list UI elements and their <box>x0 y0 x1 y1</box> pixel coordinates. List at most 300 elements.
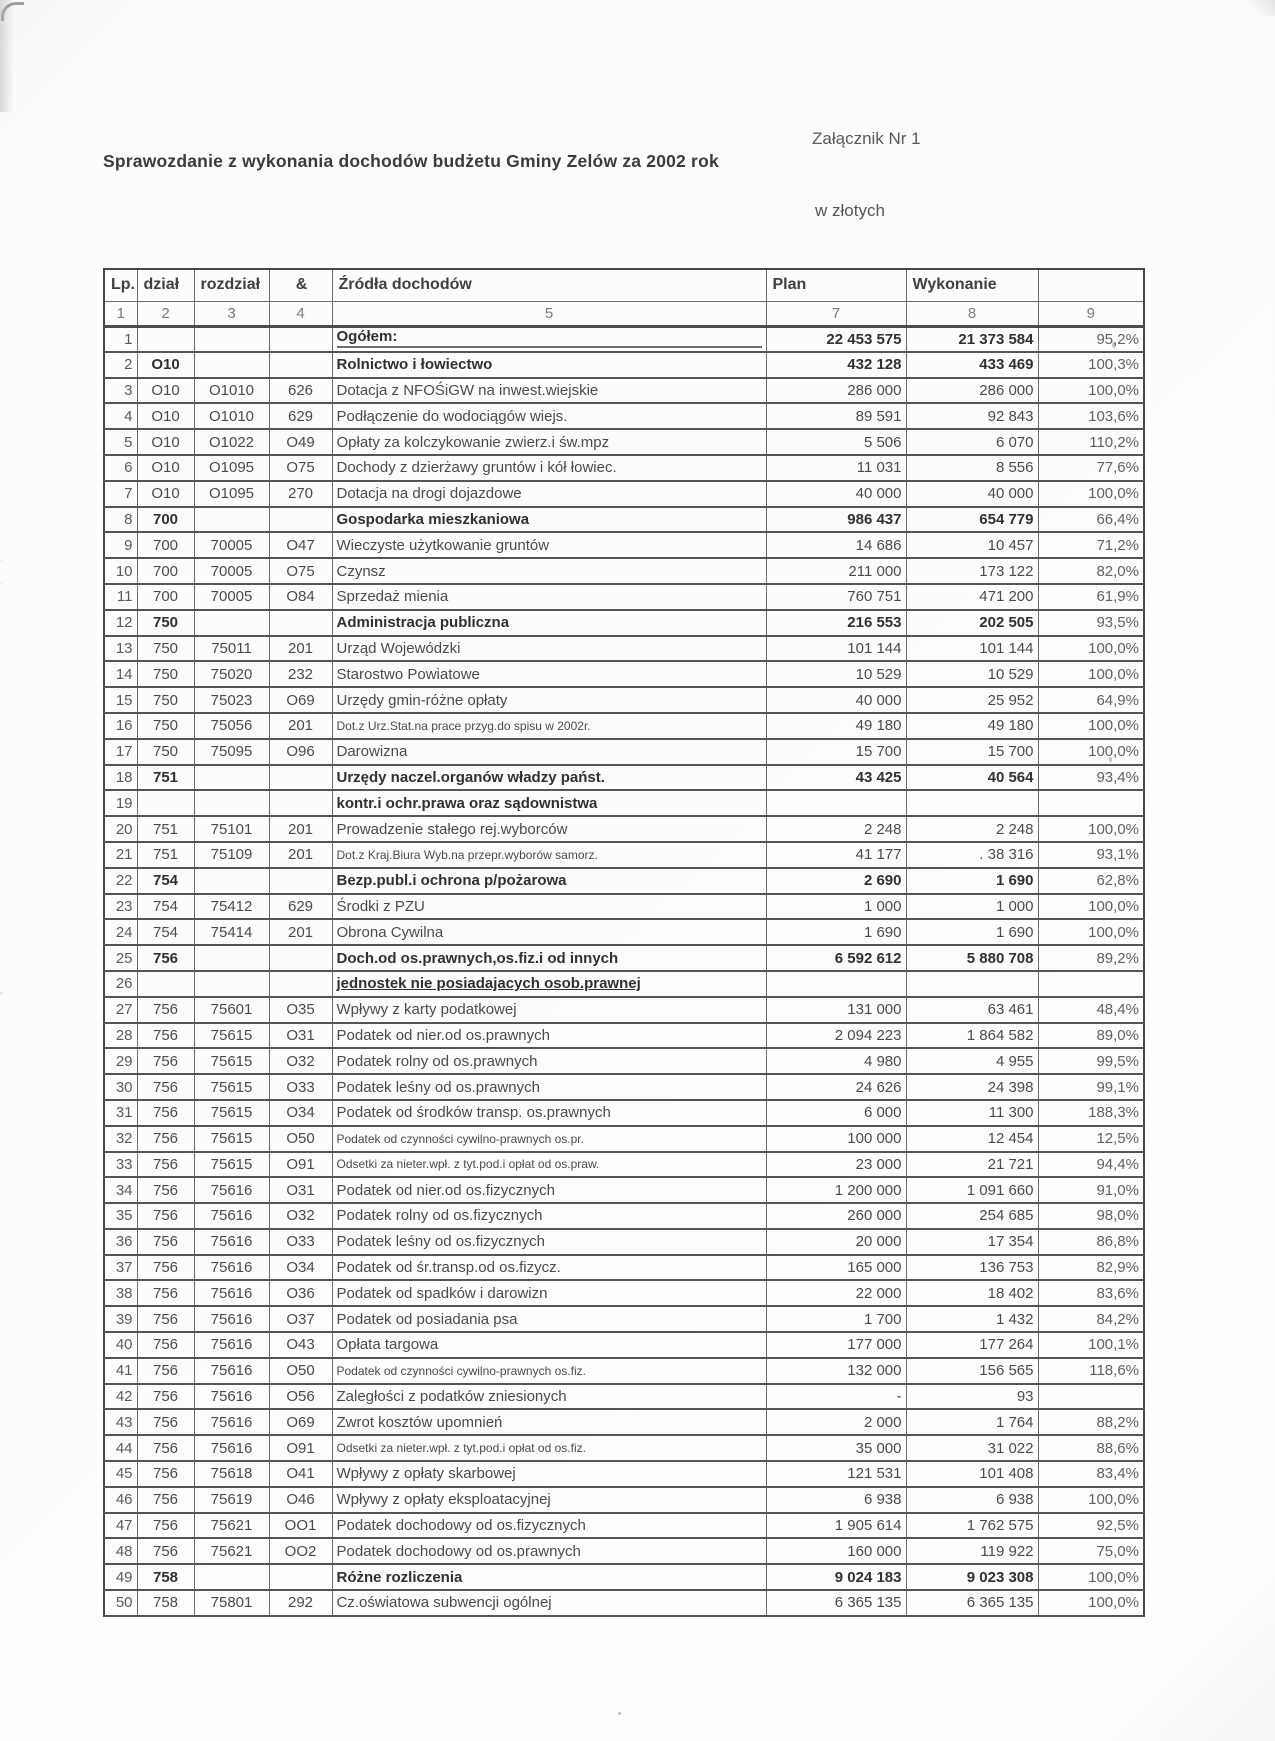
cell-paragraf: O33 <box>269 1229 332 1255</box>
source-text: Wpływy z opłaty skarbowej <box>336 1465 516 1483</box>
cell-source <box>332 842 766 868</box>
cell-rozdzial: 75601 <box>194 997 269 1023</box>
cell-source <box>332 481 766 507</box>
table-row <box>104 455 1144 481</box>
cell-plan: 4 980 <box>766 1048 906 1074</box>
table-row <box>104 1358 1144 1384</box>
cell-paragraf: 201 <box>269 713 332 739</box>
cell-wykonanie: 5 880 708 <box>906 945 1038 971</box>
cell-plan: 1 690 <box>766 919 906 945</box>
cell-source <box>332 894 766 920</box>
cell-source <box>332 507 766 533</box>
table-row <box>104 610 1144 636</box>
cell-rozdzial: 75616 <box>194 1384 269 1410</box>
cell-dzial <box>137 326 194 352</box>
table-row <box>104 1074 1144 1100</box>
cell-lp: 11 <box>104 584 137 610</box>
cell-lp: 3 <box>104 378 137 404</box>
cell-percent: 77,6% <box>1038 455 1144 481</box>
source-text: Podatek od czynności cywilno-prawnych os.fiz. <box>336 1363 586 1378</box>
cell-percent <box>1038 1384 1144 1410</box>
table-row <box>104 1564 1144 1590</box>
cell-source <box>332 1538 766 1564</box>
scan-artifact <box>1241 0 1275 16</box>
source-text: Podatek od czynności cywilno-prawnych os.pr. <box>336 1131 584 1146</box>
source-text: Podatek leśny od os.prawnych <box>336 1078 540 1096</box>
cell-wykonanie: 286 000 <box>906 378 1038 404</box>
cell-plan: 1 905 614 <box>766 1513 906 1539</box>
cell-paragraf: O35 <box>269 997 332 1023</box>
cell-rozdzial <box>194 1564 269 1590</box>
cell-source <box>332 1564 766 1590</box>
cell-wykonanie: 1 432 <box>906 1306 1038 1332</box>
cell-lp: 48 <box>104 1538 137 1564</box>
cell-rozdzial: 75621 <box>194 1538 269 1564</box>
cell-lp: 10 <box>104 558 137 584</box>
cell-dzial: 751 <box>137 765 194 791</box>
cell-dzial: 756 <box>137 1384 194 1410</box>
cell-paragraf: OO1 <box>269 1513 332 1539</box>
cell-percent: 88,6% <box>1038 1435 1144 1461</box>
cell-wykonanie: 10 457 <box>906 532 1038 558</box>
cell-dzial: 756 <box>137 1048 194 1074</box>
table-row <box>104 1461 1144 1487</box>
cell-source <box>332 1126 766 1152</box>
cell-wykonanie: 1 762 575 <box>906 1513 1038 1539</box>
cell-plan: 41 177 <box>766 842 906 868</box>
cell-rozdzial: 75615 <box>194 1074 269 1100</box>
cell-rozdzial <box>194 971 269 997</box>
source-text: Wpływy z karty podatkowej <box>336 1001 517 1019</box>
cell-percent: 48,4% <box>1038 997 1144 1023</box>
cell-percent: 100,1% <box>1038 1332 1144 1358</box>
cell-paragraf <box>269 971 332 997</box>
cell-percent: 86,8% <box>1038 1229 1144 1255</box>
source-text: Wieczyste użytkowanie gruntów <box>336 536 550 554</box>
column-header: Plan <box>766 269 906 301</box>
cell-dzial: 756 <box>137 1358 194 1384</box>
cell-paragraf: O41 <box>269 1461 332 1487</box>
cell-paragraf <box>269 326 332 352</box>
cell-rozdzial: 75616 <box>194 1358 269 1384</box>
table-row <box>104 919 1144 945</box>
cell-paragraf <box>269 610 332 636</box>
cell-source <box>332 1074 766 1100</box>
cell-percent: 93,4% <box>1038 765 1144 791</box>
cell-plan <box>766 971 906 997</box>
cell-wykonanie: 2 248 <box>906 816 1038 842</box>
cell-plan: 24 626 <box>766 1074 906 1100</box>
cell-wykonanie: 6 365 135 <box>906 1590 1038 1616</box>
cell-rozdzial: 75616 <box>194 1306 269 1332</box>
cell-lp: 29 <box>104 1048 137 1074</box>
cell-rozdzial: 75020 <box>194 661 269 687</box>
cell-paragraf: 201 <box>269 636 332 662</box>
cell-rozdzial: 75616 <box>194 1255 269 1281</box>
cell-dzial: 756 <box>137 1280 194 1306</box>
table-row <box>104 997 1144 1023</box>
cell-source <box>332 868 766 894</box>
source-text: Zwrot kosztów upomnień <box>336 1413 503 1431</box>
cell-dzial: 756 <box>137 1100 194 1126</box>
cell-wykonanie: 119 922 <box>906 1538 1038 1564</box>
cell-rozdzial <box>194 868 269 894</box>
cell-percent <box>1038 790 1144 816</box>
cell-source <box>332 739 766 765</box>
cell-percent: 100,0% <box>1038 713 1144 739</box>
source-text: Urzędy naczel.organów władzy państ. <box>336 768 605 786</box>
cell-dzial: 756 <box>137 997 194 1023</box>
cell-dzial: 756 <box>137 1074 194 1100</box>
cell-dzial: 700 <box>137 507 194 533</box>
table-row <box>104 378 1144 404</box>
cell-rozdzial: O1010 <box>194 378 269 404</box>
document-title: Sprawozdanie z wykonania dochodów budżetu Gminy Zelów za 2002 rok <box>103 151 719 171</box>
scan-artifact <box>0 991 15 1017</box>
source-text: Ogółem: <box>337 328 762 348</box>
cell-percent: 100,0% <box>1038 1487 1144 1513</box>
cell-lp: 1 <box>104 326 137 352</box>
source-text: Różne rozliczenia <box>336 1568 463 1586</box>
cell-percent: 71,2% <box>1038 532 1144 558</box>
column-number: 5 <box>332 301 766 326</box>
table-row <box>104 1332 1144 1358</box>
cell-plan: 6 938 <box>766 1487 906 1513</box>
cell-paragraf: O31 <box>269 1023 332 1049</box>
cell-percent: 100,3% <box>1038 352 1144 378</box>
cell-paragraf: 629 <box>269 894 332 920</box>
cell-paragraf: 626 <box>269 378 332 404</box>
cell-plan: 9 024 183 <box>766 1564 906 1590</box>
source-text: Dot.z Urz.Stat.na prace przyg.do spisu w 2002r. <box>336 718 591 733</box>
source-text: Podłączenie do wodociągów wiejs. <box>336 407 568 425</box>
cell-percent: 110,2% <box>1038 429 1144 455</box>
source-text: Wpływy z opłaty eksploatacyjnej <box>336 1491 551 1509</box>
cell-wykonanie: 156 565 <box>906 1358 1038 1384</box>
table-row <box>104 429 1144 455</box>
cell-paragraf <box>269 765 332 791</box>
cell-source <box>332 532 766 558</box>
cell-percent: 99,5% <box>1038 1048 1144 1074</box>
column-header: & <box>269 269 332 301</box>
cell-rozdzial: 75101 <box>194 816 269 842</box>
cell-paragraf: O32 <box>269 1048 332 1074</box>
attachment-note: Załącznik Nr 1 <box>812 129 921 148</box>
cell-wykonanie: 6 938 <box>906 1487 1038 1513</box>
cell-percent: 89,0% <box>1038 1023 1144 1049</box>
cell-source <box>332 584 766 610</box>
cell-plan: 5 506 <box>766 429 906 455</box>
source-text: Czynsz <box>336 562 386 580</box>
table-row <box>104 507 1144 533</box>
cell-lp: 5 <box>104 429 137 455</box>
cell-wykonanie <box>906 971 1038 997</box>
cell-dzial: 756 <box>137 1177 194 1203</box>
cell-percent: 83,6% <box>1038 1280 1144 1306</box>
cell-dzial: 750 <box>137 610 194 636</box>
cell-plan: 14 686 <box>766 532 906 558</box>
cell-dzial: 756 <box>137 1126 194 1152</box>
cell-lp: 50 <box>104 1590 137 1616</box>
cell-plan: 40 000 <box>766 687 906 713</box>
cell-percent: 64,9% <box>1038 687 1144 713</box>
cell-source <box>332 1435 766 1461</box>
cell-source <box>332 1487 766 1513</box>
cell-percent: 89,2% <box>1038 945 1144 971</box>
cell-lp: 14 <box>104 661 137 687</box>
table-row <box>104 816 1144 842</box>
cell-wykonanie: . 38 316 <box>906 842 1038 868</box>
cell-lp: 23 <box>104 894 137 920</box>
source-text: Cz.oświatowa subwencji ogólnej <box>336 1594 552 1612</box>
cell-plan: 2 094 223 <box>766 1023 906 1049</box>
cell-source <box>332 1358 766 1384</box>
source-text: Dotacja z NFOŚiGW na inwest.wiejskie <box>336 381 599 399</box>
table-row <box>104 1152 1144 1178</box>
cell-paragraf: 629 <box>269 403 332 429</box>
cell-lp: 31 <box>104 1100 137 1126</box>
cell-paragraf: 292 <box>269 1590 332 1616</box>
table-row <box>104 1280 1144 1306</box>
cell-plan: 49 180 <box>766 713 906 739</box>
cell-wykonanie: 40 564 <box>906 765 1038 791</box>
cell-rozdzial <box>194 507 269 533</box>
cell-lp: 41 <box>104 1358 137 1384</box>
source-text: Podatek rolny od os.fizycznych <box>336 1207 543 1225</box>
cell-wykonanie: 21 721 <box>906 1152 1038 1178</box>
cell-rozdzial: 75619 <box>194 1487 269 1513</box>
source-text: Rolnictwo i łowiectwo <box>336 356 493 374</box>
cell-wykonanie <box>906 790 1038 816</box>
cell-paragraf: O96 <box>269 739 332 765</box>
source-text: Obrona Cywilna <box>336 923 444 941</box>
cell-paragraf <box>269 868 332 894</box>
cell-wykonanie: 433 469 <box>906 352 1038 378</box>
source-text: Sprzedaż mienia <box>336 588 449 606</box>
source-text: Podatek leśny od os.fizycznych <box>336 1233 545 1251</box>
column-number: 4 <box>269 301 332 326</box>
cell-rozdzial: 75616 <box>194 1203 269 1229</box>
cell-source <box>332 945 766 971</box>
cell-source <box>332 558 766 584</box>
cell-plan: 40 000 <box>766 481 906 507</box>
table-row <box>104 713 1144 739</box>
cell-rozdzial: 75615 <box>194 1100 269 1126</box>
cell-rozdzial: 75616 <box>194 1435 269 1461</box>
cell-paragraf: 270 <box>269 481 332 507</box>
cell-source <box>332 790 766 816</box>
cell-wykonanie: 8 556 <box>906 455 1038 481</box>
cell-source <box>332 1280 766 1306</box>
cell-percent: 100,0% <box>1038 739 1144 765</box>
cell-wykonanie: 92 843 <box>906 403 1038 429</box>
cell-dzial: 750 <box>137 739 194 765</box>
cell-percent: 84,2% <box>1038 1306 1144 1332</box>
cell-source <box>332 713 766 739</box>
table-row <box>104 352 1144 378</box>
cell-plan: - <box>766 1384 906 1410</box>
cell-dzial: O10 <box>137 481 194 507</box>
cell-rozdzial: 70005 <box>194 584 269 610</box>
table-row <box>104 481 1144 507</box>
cell-wykonanie: 25 952 <box>906 687 1038 713</box>
table-row <box>104 894 1144 920</box>
cell-plan: 22 000 <box>766 1280 906 1306</box>
cell-dzial: 756 <box>137 1513 194 1539</box>
cell-rozdzial: 75616 <box>194 1229 269 1255</box>
cell-paragraf: O34 <box>269 1255 332 1281</box>
cell-paragraf: O91 <box>269 1152 332 1178</box>
cell-rozdzial <box>194 352 269 378</box>
cell-lp: 15 <box>104 687 137 713</box>
cell-rozdzial: 70005 <box>194 532 269 558</box>
cell-rozdzial: 75412 <box>194 894 269 920</box>
cell-percent: 82,0% <box>1038 558 1144 584</box>
cell-paragraf: O50 <box>269 1126 332 1152</box>
cell-source <box>332 326 766 352</box>
cell-lp: 27 <box>104 997 137 1023</box>
cell-dzial: 751 <box>137 842 194 868</box>
cell-paragraf: O47 <box>269 532 332 558</box>
cell-wykonanie: 63 461 <box>906 997 1038 1023</box>
cell-dzial: 756 <box>137 1203 194 1229</box>
cell-percent: 118,6% <box>1038 1358 1144 1384</box>
table-row <box>104 636 1144 662</box>
cell-percent: 100,0% <box>1038 661 1144 687</box>
cell-dzial: 756 <box>137 1152 194 1178</box>
cell-rozdzial: 75615 <box>194 1023 269 1049</box>
cell-lp: 39 <box>104 1306 137 1332</box>
cell-lp: 6 <box>104 455 137 481</box>
cell-paragraf: O36 <box>269 1280 332 1306</box>
cell-percent: 66,4% <box>1038 507 1144 533</box>
cell-lp: 32 <box>104 1126 137 1152</box>
cell-lp: 42 <box>104 1384 137 1410</box>
cell-source <box>332 352 766 378</box>
cell-source <box>332 997 766 1023</box>
cell-dzial: 756 <box>137 1023 194 1049</box>
cell-wykonanie: 24 398 <box>906 1074 1038 1100</box>
source-text: Dochody z dzierżawy gruntów i kół łowiec. <box>336 459 617 477</box>
cell-rozdzial: 75615 <box>194 1126 269 1152</box>
cell-source <box>332 610 766 636</box>
cell-plan: 986 437 <box>766 507 906 533</box>
cell-rozdzial <box>194 610 269 636</box>
source-text: Darowizna <box>336 743 408 761</box>
cell-wykonanie: 11 300 <box>906 1100 1038 1126</box>
cell-lp: 30 <box>104 1074 137 1100</box>
cell-lp: 17 <box>104 739 137 765</box>
cell-wykonanie: 177 264 <box>906 1332 1038 1358</box>
cell-rozdzial: 75023 <box>194 687 269 713</box>
cell-dzial: 750 <box>137 636 194 662</box>
cell-wykonanie: 254 685 <box>906 1203 1038 1229</box>
cell-lp: 47 <box>104 1513 137 1539</box>
table-row <box>104 739 1144 765</box>
cell-dzial: 750 <box>137 661 194 687</box>
column-header: Lp. <box>104 269 137 301</box>
table-row <box>104 558 1144 584</box>
cell-source <box>332 1590 766 1616</box>
cell-wykonanie: 12 454 <box>906 1126 1038 1152</box>
cell-source <box>332 661 766 687</box>
source-text: Podatek dochodowy od os.fizycznych <box>336 1517 586 1535</box>
scan-artifact <box>0 560 13 584</box>
table-row <box>104 326 1144 352</box>
source-text: Odsetki za nieter.wpł. z tyt.pod.i opłat od os.praw. <box>336 1157 600 1172</box>
cell-dzial: 750 <box>137 687 194 713</box>
cell-percent: 12,5% <box>1038 1126 1144 1152</box>
source-text: Podatek od środków transp. os.prawnych <box>336 1104 611 1122</box>
header-row <box>104 269 1144 301</box>
cell-percent: 62,8% <box>1038 868 1144 894</box>
cell-dzial: 756 <box>137 1332 194 1358</box>
cell-plan: 22 453 575 <box>766 326 906 352</box>
cell-plan: 2 690 <box>766 868 906 894</box>
table-row <box>104 1100 1144 1126</box>
column-number: 3 <box>194 301 269 326</box>
cell-lp: 16 <box>104 713 137 739</box>
table-row <box>104 1590 1144 1616</box>
cell-wykonanie: 1 690 <box>906 868 1038 894</box>
scan-artifact <box>618 1712 621 1715</box>
cell-plan: 15 700 <box>766 739 906 765</box>
cell-paragraf: O56 <box>269 1384 332 1410</box>
cell-percent: 95,2% <box>1038 326 1144 352</box>
cell-lp: 19 <box>104 790 137 816</box>
column-number: 1 <box>104 301 137 326</box>
column-number: 8 <box>906 301 1038 326</box>
cell-paragraf: 232 <box>269 661 332 687</box>
cell-plan: 1 000 <box>766 894 906 920</box>
source-text: Starostwo Powiatowe <box>336 665 480 683</box>
cell-rozdzial: 75095 <box>194 739 269 765</box>
source-text: kontr.i ochr.prawa oraz sądownistwa <box>336 794 598 812</box>
cell-paragraf: O69 <box>269 687 332 713</box>
cell-plan: 216 553 <box>766 610 906 636</box>
source-text: Podatek od nier.od os.fizycznych <box>336 1181 555 1199</box>
cell-percent: 100,0% <box>1038 816 1144 842</box>
cell-dzial <box>137 790 194 816</box>
cell-paragraf: O49 <box>269 429 332 455</box>
cell-lp: 18 <box>104 765 137 791</box>
cell-paragraf <box>269 352 332 378</box>
cell-plan: 100 000 <box>766 1126 906 1152</box>
cell-wykonanie: 202 505 <box>906 610 1038 636</box>
source-text: Gospodarka mieszkaniowa <box>336 510 530 528</box>
cell-wykonanie: 471 200 <box>906 584 1038 610</box>
cell-rozdzial: 75618 <box>194 1461 269 1487</box>
cell-dzial: 700 <box>137 558 194 584</box>
cell-paragraf: 201 <box>269 816 332 842</box>
table-row <box>104 532 1144 558</box>
cell-rozdzial: 75616 <box>194 1177 269 1203</box>
source-text: Doch.od os.prawnych,os.fiz.i od innych <box>336 949 619 967</box>
column-number: 2 <box>137 301 194 326</box>
cell-wykonanie: 93 <box>906 1384 1038 1410</box>
cell-rozdzial: 75011 <box>194 636 269 662</box>
cell-plan: 20 000 <box>766 1229 906 1255</box>
cell-lp: 37 <box>104 1255 137 1281</box>
cell-percent: 93,1% <box>1038 842 1144 868</box>
source-text: Urzędy gmin-różne opłaty <box>336 691 508 709</box>
cell-percent: 100,0% <box>1038 481 1144 507</box>
cell-wykonanie: 136 753 <box>906 1255 1038 1281</box>
cell-percent: 92,5% <box>1038 1513 1144 1539</box>
cell-dzial: O10 <box>137 378 194 404</box>
cell-rozdzial: 75801 <box>194 1590 269 1616</box>
cell-rozdzial <box>194 326 269 352</box>
